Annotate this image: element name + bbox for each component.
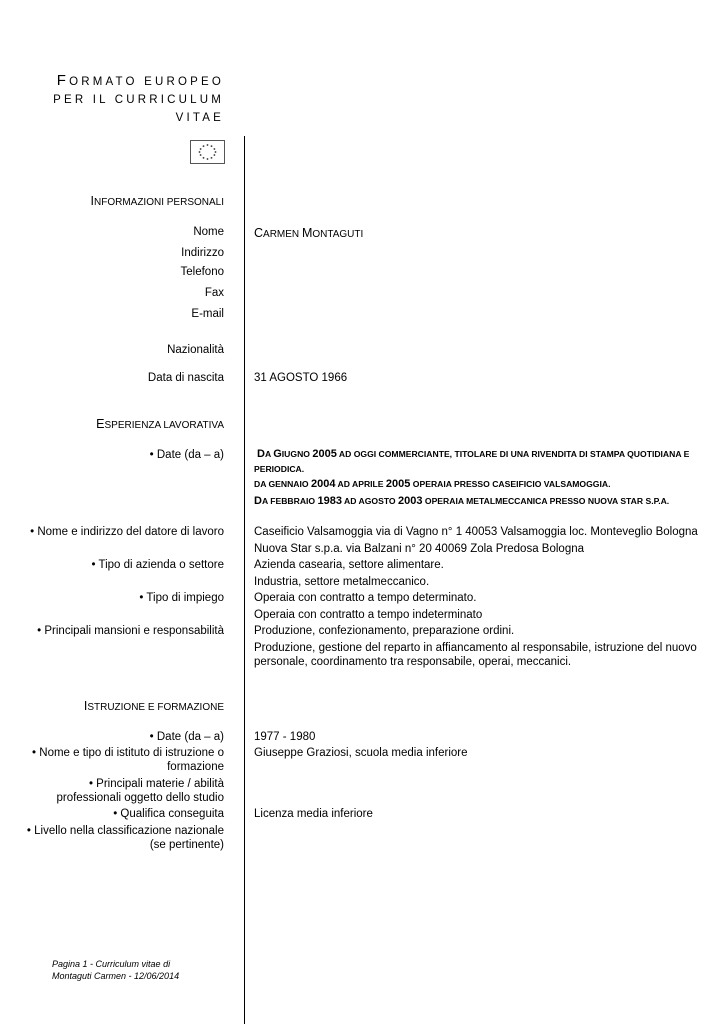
- label-employer: • Nome e indirizzo del datore di lavoro: [30, 526, 224, 538]
- exp-date-line-3: DA GENNAIO 2004 AD APRILE 2005 OPERAIA PRESSO CASEIFICIO VALSAMOGGIA.: [254, 478, 611, 490]
- label-data-nascita: Data di nascita: [147, 372, 224, 384]
- qualification: Licenza media inferiore: [254, 808, 373, 820]
- section-education: ISTRUZIONE E FORMAZIONE: [83, 699, 224, 713]
- label-level-line-2: (se pertinente): [149, 839, 224, 851]
- label-job-type: • Tipo di impiego: [139, 592, 224, 604]
- label-subjects-line-2: professionali oggetto dello studio: [56, 792, 224, 804]
- section-personal-info: INFORMAZIONI PERSONALI: [90, 194, 224, 208]
- birth-date: 31 AGOSTO 1966: [254, 372, 348, 384]
- cv-title-line-2: PER IL CURRICULUM: [53, 94, 224, 106]
- footer-line-2: Montaguti Carmen - 12/06/2014: [52, 971, 180, 981]
- label-qualification: • Qualifica conseguita: [113, 808, 224, 820]
- label-fax: Fax: [204, 287, 224, 299]
- cv-title-line-3: VITAE: [175, 112, 224, 124]
- exp-date-line-2: PERIODICA.: [254, 464, 305, 474]
- label-duties: • Principali mansioni e responsabilità: [37, 625, 224, 637]
- vertical-divider: [244, 136, 245, 1024]
- label-institute-line-2: formazione: [167, 761, 224, 773]
- label-email: E-mail: [191, 308, 224, 320]
- job-type-2: Operaia con contratto a tempo indeterminato: [254, 609, 483, 621]
- exp-date-line-1: DA GIUGNO 2005 AD OGGI COMMERCIANTE, TITOLARE DI UNA RIVENDITA DI STAMPA QUOTIDIANA E: [257, 448, 690, 460]
- institute: Giuseppe Graziosi, scuola media inferiore: [254, 747, 468, 759]
- section-work-experience: ESPERIENZA LAVORATIVA: [96, 417, 224, 431]
- label-subjects-line-1: • Principali materie / abilità: [88, 778, 224, 790]
- page-footer: [52, 958, 179, 982]
- cv-title-line-1: FORMATO EUROPEO: [56, 72, 224, 89]
- duties-2-line-2: personale, coordinamento tra responsabile, operai, meccanici.: [254, 656, 572, 668]
- label-telefono: Telefono: [180, 266, 224, 278]
- person-name: CARMEN MONTAGUTI: [254, 226, 364, 240]
- edu-dates: 1977 - 1980: [254, 731, 316, 743]
- employer-1: Caseificio Valsamoggia via di Vagno n° 1 40053 Valsamoggia loc. Monteveglio Bologna: [254, 526, 698, 538]
- eu-flag-icon: [190, 140, 225, 164]
- label-exp-dates: • Date (da – a): [149, 449, 224, 461]
- label-level-line-1: • Livello nella classificazione nazionale: [26, 825, 224, 837]
- label-nazionalita: Nazionalità: [167, 344, 224, 356]
- duties-2-line-1: Produzione, gestione del reparto in affiancamento al responsabile, istruzione del nuovo: [254, 642, 697, 654]
- duties-1: Produzione, confezionamento, preparazione ordini.: [254, 625, 515, 637]
- exp-date-line-4: DA FEBBRAIO 1983 AD AGOSTO 2003 OPERAIA METALMECCANICA PRESSO NUOVA STAR S.P.A.: [254, 495, 670, 507]
- footer-line-1: Pagina 1 - Curriculum vitae di: [52, 959, 171, 969]
- label-institute-line-1: • Nome e tipo di istituto di istruzione o: [32, 747, 224, 759]
- company-type-1: Azienda casearia, settore alimentare.: [254, 559, 444, 571]
- label-nome: Nome: [193, 226, 224, 238]
- label-indirizzo: Indirizzo: [181, 247, 224, 259]
- label-edu-dates: • Date (da – a): [149, 731, 224, 743]
- job-type-1: Operaia con contratto a tempo determinato.: [254, 592, 477, 604]
- label-company-type: • Tipo di azienda o settore: [91, 559, 224, 571]
- company-type-2: Industria, settore metalmeccanico.: [254, 576, 430, 588]
- employer-2: Nuova Star s.p.a. via Balzani n° 20 40069 Zola Predosa Bologna: [254, 543, 585, 555]
